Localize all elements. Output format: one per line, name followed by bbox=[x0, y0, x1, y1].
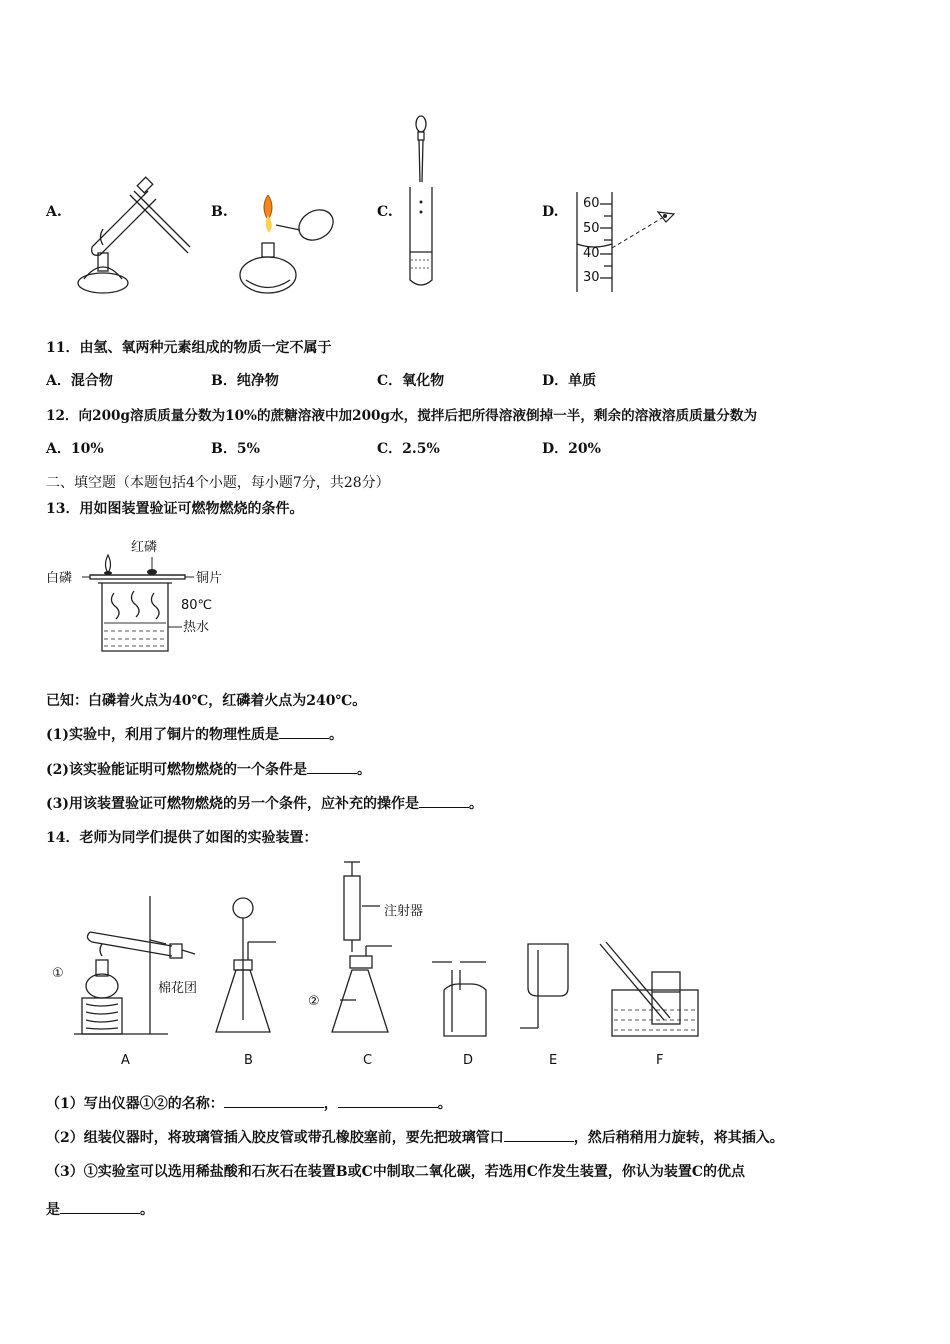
q12-option-d: D．20% bbox=[542, 441, 601, 457]
label-red-phosphorus: 红磷 bbox=[131, 540, 158, 555]
q11-option-a: A．混合物 bbox=[46, 373, 113, 389]
q14-sub2-suffix: ，然后稍稍用力旋转，将其插入。 bbox=[573, 1130, 784, 1146]
q13-sub2-blank[interactable] bbox=[307, 773, 357, 774]
q14-sub1-blank-1[interactable] bbox=[224, 1107, 324, 1108]
apparatus-label-c: C bbox=[363, 1053, 373, 1068]
q14-sub1 bbox=[46, 1093, 452, 1113]
q12-option-a: A．10% bbox=[46, 441, 104, 457]
q13-sub2-text: (2)该实验能证明可燃物燃烧的一个条件是 bbox=[46, 762, 307, 778]
option-d-label: D. bbox=[542, 204, 559, 220]
figure-b-lamp-lighting bbox=[238, 185, 338, 300]
apparatus-label-d: D bbox=[463, 1053, 474, 1068]
label-copper-sheet: 铜片 bbox=[196, 571, 223, 586]
q14-sub3-line1: （3）①实验室可以选用稀盐酸和石灰石在装置B或C中制取二氧化碳，若选用C作发生装置，你认为装置C的优点 bbox=[46, 1164, 745, 1180]
q14-sub3-line2 bbox=[46, 1199, 154, 1219]
option-a-label: A. bbox=[46, 204, 62, 220]
q14-sub2 bbox=[46, 1127, 784, 1147]
cylinder-tick-40: 40 bbox=[583, 246, 600, 261]
q13-sub2-end: 。 bbox=[357, 762, 371, 778]
figure-q13-combustion bbox=[90, 545, 250, 660]
q12-option-c: C．2.5% bbox=[377, 441, 440, 457]
apparatus-label-e: E bbox=[549, 1053, 558, 1068]
q13-sub3-text: (3)用该装置验证可燃物燃烧的另一个条件，应补充的操作是 bbox=[46, 796, 419, 812]
q12-option-b: B．5% bbox=[211, 441, 260, 457]
q14-sub1-end: 。 bbox=[437, 1096, 452, 1112]
q14-sub3-blank[interactable] bbox=[60, 1213, 140, 1214]
option-c-label: C. bbox=[377, 204, 393, 220]
label-cotton: 棉花团 bbox=[158, 981, 198, 996]
figure-a-heating-tube bbox=[70, 175, 195, 300]
q14-sub1-sep: ， bbox=[323, 1096, 338, 1112]
apparatus-label-b: B bbox=[244, 1053, 253, 1068]
figure-q14-apparatus bbox=[40, 860, 720, 1050]
section-title: 二、填空题（本题包括4个小题，每小题7分，共28分） bbox=[46, 475, 390, 491]
option-b-label: B. bbox=[211, 204, 228, 220]
q13-sub2 bbox=[46, 759, 371, 779]
apparatus-label-f: F bbox=[656, 1053, 664, 1068]
q13-sub1 bbox=[46, 724, 343, 744]
figure-c-dropper bbox=[405, 112, 445, 292]
q11-option-c: C．氧化物 bbox=[377, 373, 445, 389]
q11-option-d: D．单质 bbox=[542, 373, 597, 389]
q14-sub1-text: （1）写出仪器①②的名称： bbox=[46, 1096, 224, 1112]
label-temperature: 80℃ bbox=[181, 598, 213, 613]
label-mark-2: ② bbox=[308, 994, 320, 1009]
cylinder-tick-50: 50 bbox=[583, 221, 600, 236]
q14-sub2-text: （2）组装仪器时，将玻璃管插入胶皮管或带孔橡胶塞前，要先把玻璃管口 bbox=[46, 1130, 504, 1146]
cylinder-tick-60: 60 bbox=[583, 196, 600, 211]
label-hot-water: 热水 bbox=[183, 620, 210, 635]
q13-sub1-text: (1)实验中，利用了铜片的物理性质是 bbox=[46, 727, 279, 743]
q12-stem: 12．向200g溶质质量分数为10%的蔗糖溶液中加200g水，搅拌后把所得溶液倒掉一半，剩余的溶液溶质质量分数为 bbox=[46, 408, 758, 424]
q13-sub3 bbox=[46, 793, 483, 813]
q13-sub1-end: 。 bbox=[329, 727, 343, 743]
q11-stem: 11．由氢、氧两种元素组成的物质一定不属于 bbox=[46, 340, 332, 356]
q14-sub1-blank-2[interactable] bbox=[338, 1107, 438, 1108]
q13-sub1-blank[interactable] bbox=[279, 738, 329, 739]
q13-stem: 13．用如图装置验证可燃物燃烧的条件。 bbox=[46, 501, 304, 517]
q11-option-b: B．纯净物 bbox=[211, 373, 279, 389]
cylinder-tick-30: 30 bbox=[583, 270, 600, 285]
q13-known: 已知：白磷着火点为40℃，红磷着火点为240℃。 bbox=[46, 693, 367, 709]
q14-sub2-blank[interactable] bbox=[504, 1141, 574, 1142]
apparatus-label-a: A bbox=[121, 1053, 130, 1068]
q13-sub3-end: 。 bbox=[469, 796, 483, 812]
q14-sub3-line2-text: 是 bbox=[46, 1202, 60, 1218]
q14-stem: 14．老师为同学们提供了如图的实验装置： bbox=[46, 830, 318, 846]
label-mark-1: ① bbox=[52, 966, 64, 981]
q13-sub3-blank[interactable] bbox=[419, 807, 469, 808]
label-syringe: 注射器 bbox=[384, 904, 424, 919]
q14-sub3-end: 。 bbox=[140, 1202, 154, 1218]
label-white-phosphorus: 白磷 bbox=[46, 571, 73, 586]
